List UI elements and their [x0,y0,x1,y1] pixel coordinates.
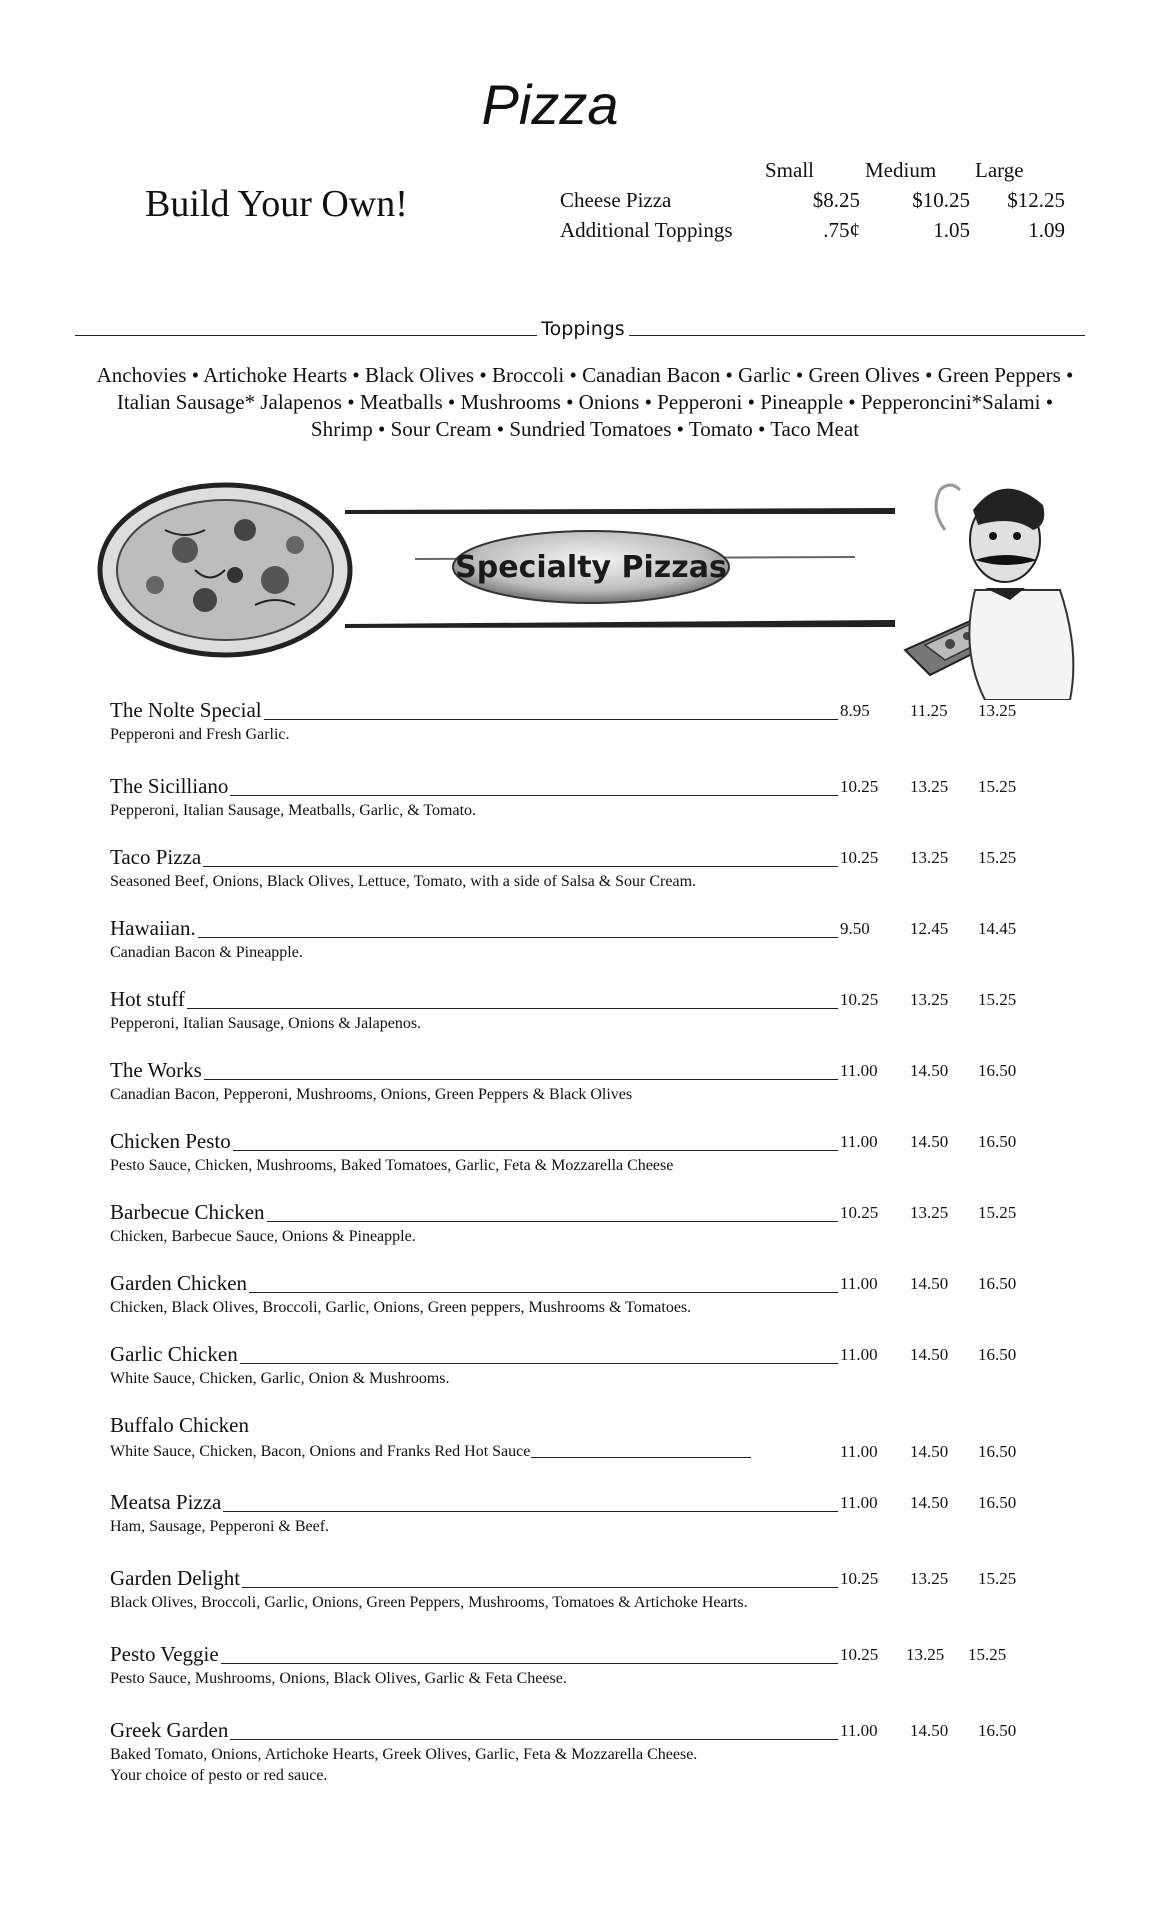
price-small: 11.00 [840,1061,878,1080]
price-small: 10.25 [840,990,879,1009]
price-medium: 14.50 [910,1274,949,1293]
menu-item-description: Canadian Bacon, Pepperoni, Mushrooms, Onions, Green Peppers & Black Olives [110,1086,633,1103]
menu-item-garlic-chicken [110,1342,1050,1389]
price-row-label: Cheese Pizza [560,188,672,212]
price-small: 10.25 [840,1645,879,1664]
price-medium: 13.25 [910,1203,949,1222]
menu-item-name: Garlic Chicken [110,1342,238,1366]
price-large: 15.25 [978,1569,1017,1588]
menu-item-name: The Works [110,1058,202,1082]
price-small: 8.95 [840,701,870,720]
price-medium: 1.05 [933,218,970,242]
price-large: 16.50 [978,1274,1017,1293]
menu-item-name: Garden Chicken [110,1271,248,1295]
specialty-banner [95,470,1095,700]
price-small: 10.25 [840,1203,879,1222]
size-large-header: Large [975,158,1024,182]
price-small: $8.25 [812,188,860,212]
toppings-heading [0,318,1166,340]
specialty-label-text: Specialty Pizzas [455,550,727,585]
menu-item-meatsa-pizza [110,1490,1050,1537]
menu-item-description: Pepperoni and Fresh Garlic. [110,726,290,743]
price-row-label: Additional Toppings [560,218,733,242]
menu-item-name: Hot stuff [110,987,185,1011]
menu-item-description: Seasoned Beef, Onions, Black Olives, Lettuce, Tomato, with a side of Salsa & Sour Cream. [110,873,697,890]
specialty-label-badge [453,531,729,603]
price-medium: 13.25 [910,848,949,867]
menu-item-description: White Sauce, Chicken, Bacon, Onions and Franks Red Hot Sauce [110,1443,531,1460]
menu-item-description: Pepperoni, Italian Sausage, Onions & Jalapenos. [110,1015,422,1032]
menu-item-hot-stuff [110,987,1050,1034]
price-large: 13.25 [978,701,1017,720]
price-medium: 13.25 [906,1645,945,1664]
menu-item-name: Taco Pizza [110,845,202,869]
price-large: 15.25 [978,1203,1017,1222]
price-medium: 14.50 [910,1721,949,1740]
price-small: 10.25 [840,777,879,796]
menu-item-description: Canadian Bacon & Pineapple. [110,944,303,961]
page-title: Pizza [481,73,619,136]
menu-item-name: Garden Delight [110,1566,241,1590]
price-medium: 12.45 [910,919,949,938]
menu-item-name: Buffalo Chicken [110,1413,250,1437]
price-large: 15.25 [968,1645,1007,1664]
price-large: 1.09 [1028,218,1065,242]
menu-item-description: Pesto Sauce, Mushrooms, Onions, Black Olives, Garlic & Feta Cheese. [110,1670,567,1687]
price-large: $12.25 [1007,188,1065,212]
price-small: .75¢ [823,218,860,242]
menu-item-hawaiian [110,916,1050,963]
menu-item-name: Hawaiian. [110,916,196,940]
price-medium: 14.50 [910,1061,949,1080]
menu-item-name: Meatsa Pizza [110,1490,222,1514]
menu-item-name: Chicken Pesto [110,1129,231,1153]
toppings-list: Anchovies • Artichoke Hearts • Black Olives • Broccoli • Canadian Bacon • Garlic • Green Olives • Green Peppers • Italian Sausage* Jalapenos • Meatballs • Mushrooms • Onions • Pepperoni • Pineapple • Pepperoncini*Salami • Shrimp • Sour Cream • Sundried Tomatoes • Tomato • Taco Meat [96,363,1074,441]
menu-item-buffalo-chicken [110,1413,1050,1460]
price-small: 10.25 [840,1569,879,1588]
size-medium-header: Medium [865,158,937,182]
menu-item-greek-garden [110,1718,1050,1786]
price-medium: $10.25 [912,188,970,212]
menu-item-nolte-special [110,698,1050,745]
toppings-label: Toppings [537,318,628,340]
chef-illustration [905,485,1073,700]
price-medium: 11.25 [910,701,948,720]
price-medium: 14.50 [910,1132,949,1151]
menu-item-name: The Nolte Special [110,698,262,722]
menu-item-description: White Sauce, Chicken, Garlic, Onion & Mushrooms. [110,1370,450,1387]
price-large: 16.50 [978,1061,1017,1080]
menu-item-name: Greek Garden [110,1718,229,1742]
build-your-own-heading: Build Your Own! [145,183,408,225]
price-small: 9.50 [840,919,870,938]
menu-item-pesto-veggie [110,1642,1050,1689]
price-small: 11.00 [840,1274,878,1293]
price-large: 16.50 [978,1132,1017,1151]
price-small: 11.00 [840,1721,878,1740]
price-medium: 14.50 [910,1442,949,1461]
menu-item-name: The Sicilliano [110,774,229,798]
price-large: 15.25 [978,777,1017,796]
menu-item-description: Pepperoni, Italian Sausage, Meatballs, Garlic, & Tomato. [110,802,477,819]
pizza-illustration [100,485,350,655]
menu-item-taco-pizza [110,845,1050,892]
menu-item-garden-delight [110,1566,1050,1613]
price-large: 16.50 [978,1721,1017,1740]
price-large: 14.45 [978,919,1017,938]
price-large: 15.25 [978,848,1017,867]
menu-item-name: Pesto Veggie [110,1642,219,1666]
menu-item-barbecue-chicken [110,1200,1050,1247]
price-medium: 13.25 [910,777,949,796]
price-medium: 14.50 [910,1345,949,1364]
size-small-header: Small [765,158,815,182]
price-small: 11.00 [840,1442,878,1461]
price-small: 11.00 [840,1345,878,1364]
menu-item-sicilliano [110,774,1050,821]
price-large: 15.25 [978,990,1017,1009]
menu-item-note: Your choice of pesto or red sauce. [110,1767,328,1784]
menu-item-description: Chicken, Barbecue Sauce, Onions & Pineapple. [110,1228,416,1245]
menu-item-garden-chicken [110,1271,1050,1318]
menu-item-chicken-pesto [110,1129,1050,1176]
menu-item-description: Ham, Sausage, Pepperoni & Beef. [110,1518,330,1535]
menu-item-name: Barbecue Chicken [110,1200,265,1224]
price-small: 10.25 [840,848,879,867]
price-small: 11.00 [840,1493,878,1512]
price-medium: 14.50 [910,1493,949,1512]
price-large: 16.50 [978,1493,1017,1512]
price-small: 11.00 [840,1132,878,1151]
price-medium: 13.25 [910,990,949,1009]
menu-item-description: Chicken, Black Olives, Broccoli, Garlic, Onions, Green peppers, Mushrooms & Tomatoes. [110,1299,692,1316]
price-large: 16.50 [978,1442,1017,1461]
price-large: 16.50 [978,1345,1017,1364]
menu-item-description: Black Olives, Broccoli, Garlic, Onions, Green Peppers, Mushrooms, Tomatoes & Artichoke Hearts. [110,1594,748,1611]
menu-item-description: Pesto Sauce, Chicken, Mushrooms, Baked Tomatoes, Garlic, Feta & Mozzarella Cheese [110,1157,674,1174]
menu-item-the-works [110,1058,1050,1105]
price-medium: 13.25 [910,1569,949,1588]
menu-item-description: Baked Tomato, Onions, Artichoke Hearts, Greek Olives, Garlic, Feta & Mozzarella Cheese. [110,1746,698,1763]
